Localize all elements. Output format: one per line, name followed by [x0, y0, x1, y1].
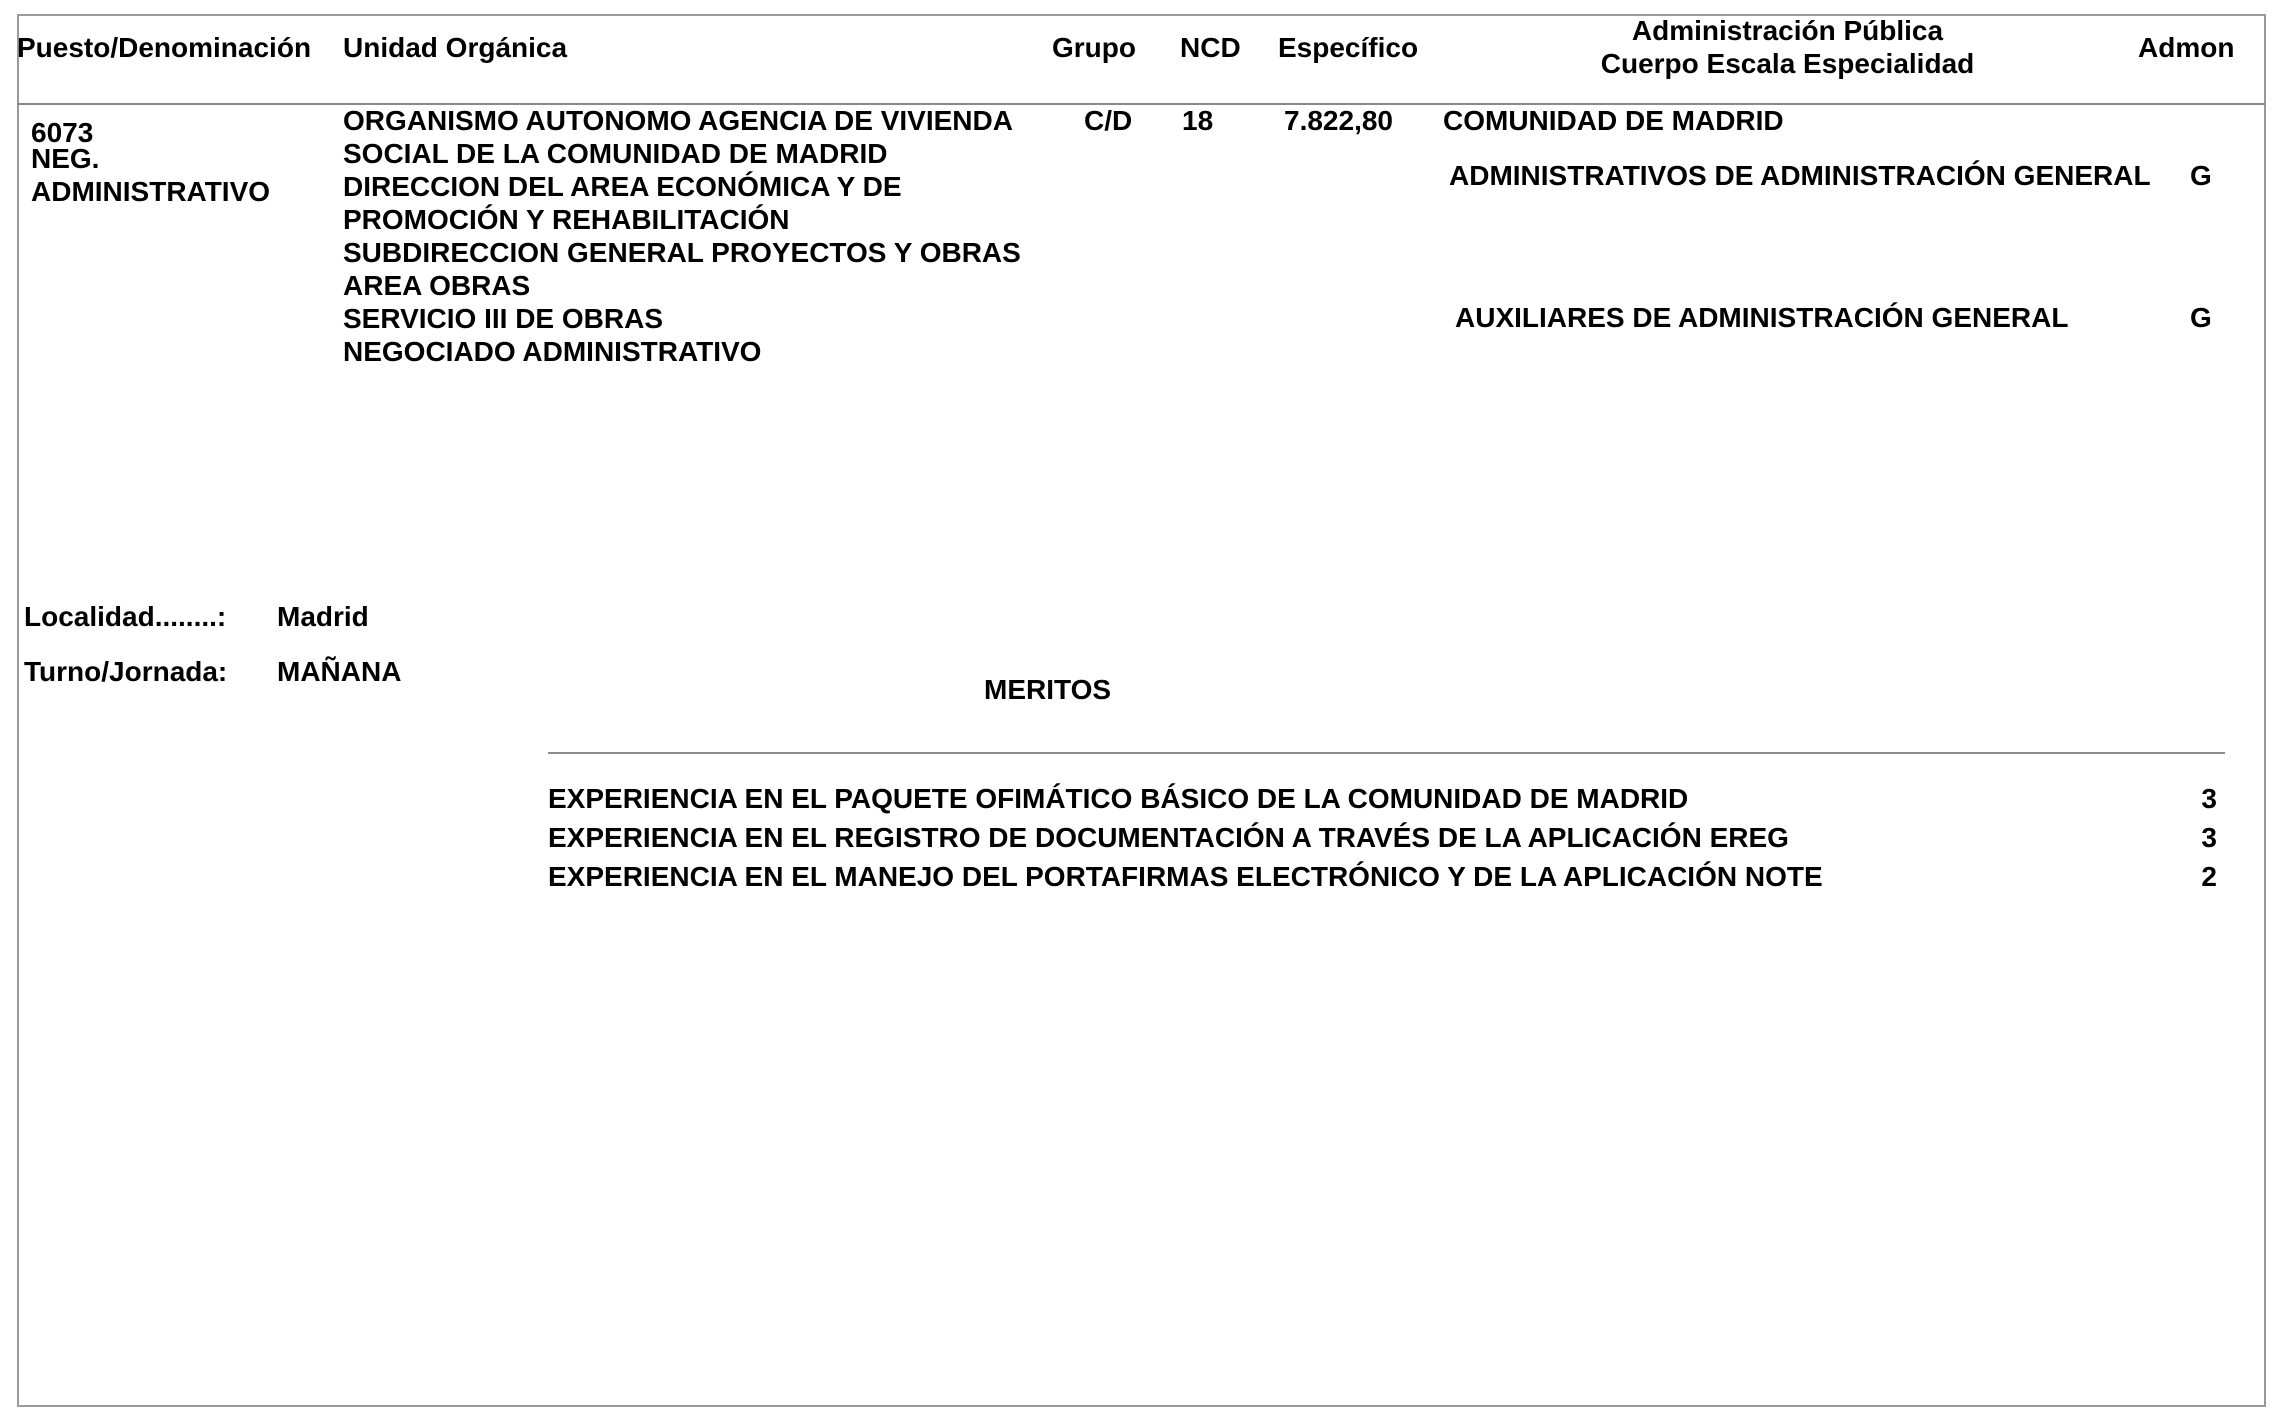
- header-grupo: Grupo: [1052, 32, 1136, 63]
- administracion-value: COMUNIDAD DE MADRID: [1443, 105, 1784, 136]
- unidad-line: SOCIAL DE LA COMUNIDAD DE MADRID: [343, 138, 888, 169]
- merito-text: EXPERIENCIA EN EL REGISTRO DE DOCUMENTACIÓN A TRAVÉS DE LA APLICACIÓN EREG: [548, 822, 1789, 853]
- merito-text: EXPERIENCIA EN EL MANEJO DEL PORTAFIRMAS ELECTRÓNICO Y DE LA APLICACIÓN NOTE: [548, 861, 1823, 892]
- especifico-value: 7.822,80: [1284, 105, 1393, 136]
- header-unidad: Unidad Orgánica: [343, 32, 568, 63]
- meritos-title: MERITOS: [984, 674, 1112, 705]
- cuerpo-admon: G: [2190, 302, 2212, 333]
- unidad-line: AREA OBRAS: [343, 270, 531, 301]
- header-admin-publica: Administración Pública: [1631, 15, 1944, 46]
- puesto-denominacion-line: NEG.: [31, 143, 100, 174]
- localidad-label: Localidad........:: [24, 601, 227, 632]
- cuerpo-nombre: ADMINISTRATIVOS DE ADMINISTRACIÓN GENERAL: [1449, 160, 2151, 191]
- header-ncd: NCD: [1180, 32, 1241, 63]
- unidad-line: NEGOCIADO ADMINISTRATIVO: [343, 336, 762, 367]
- ncd-value: 18: [1182, 105, 1214, 136]
- merito-text: EXPERIENCIA EN EL PAQUETE OFIMÁTICO BÁSICO DE LA COMUNIDAD DE MADRID: [548, 783, 1689, 814]
- unidad-line: PROMOCIÓN Y REHABILITACIÓN: [343, 204, 790, 235]
- localidad-value: Madrid: [277, 601, 369, 632]
- meritos-divider: [548, 752, 2225, 754]
- header-especifico: Específico: [1278, 32, 1419, 63]
- merito-points: 2: [2201, 861, 2217, 892]
- puesto-codigo: 6073: [31, 117, 94, 148]
- unidad-line: DIRECCION DEL AREA ECONÓMICA Y DE: [343, 171, 902, 202]
- header-cuerpo-escala: Cuerpo Escala Especialidad: [1600, 48, 1975, 79]
- unidad-line: ORGANISMO AUTONOMO AGENCIA DE VIVIENDA: [343, 105, 1013, 136]
- puesto-denominacion-line: ADMINISTRATIVO: [31, 176, 271, 207]
- header-puesto: Puesto/Denominación: [17, 32, 312, 63]
- turno-value: MAÑANA: [277, 656, 402, 687]
- merito-points: 3: [2201, 822, 2217, 853]
- unidad-organica: [343, 104, 1021, 368]
- cuerpo-nombre: AUXILIARES DE ADMINISTRACIÓN GENERAL: [1455, 302, 2069, 333]
- unidad-line: SUBDIRECCION GENERAL PROYECTOS Y OBRAS: [343, 237, 1021, 268]
- turno-label: Turno/Jornada:: [24, 656, 228, 687]
- cuerpo-admon: G: [2190, 160, 2212, 191]
- grupo-value: C/D: [1084, 105, 1133, 136]
- header-admon: Admon: [2138, 32, 2235, 63]
- merito-points: 3: [2201, 783, 2217, 814]
- puesto-denominacion: [31, 142, 270, 208]
- unidad-line: SERVICIO III DE OBRAS: [343, 303, 663, 334]
